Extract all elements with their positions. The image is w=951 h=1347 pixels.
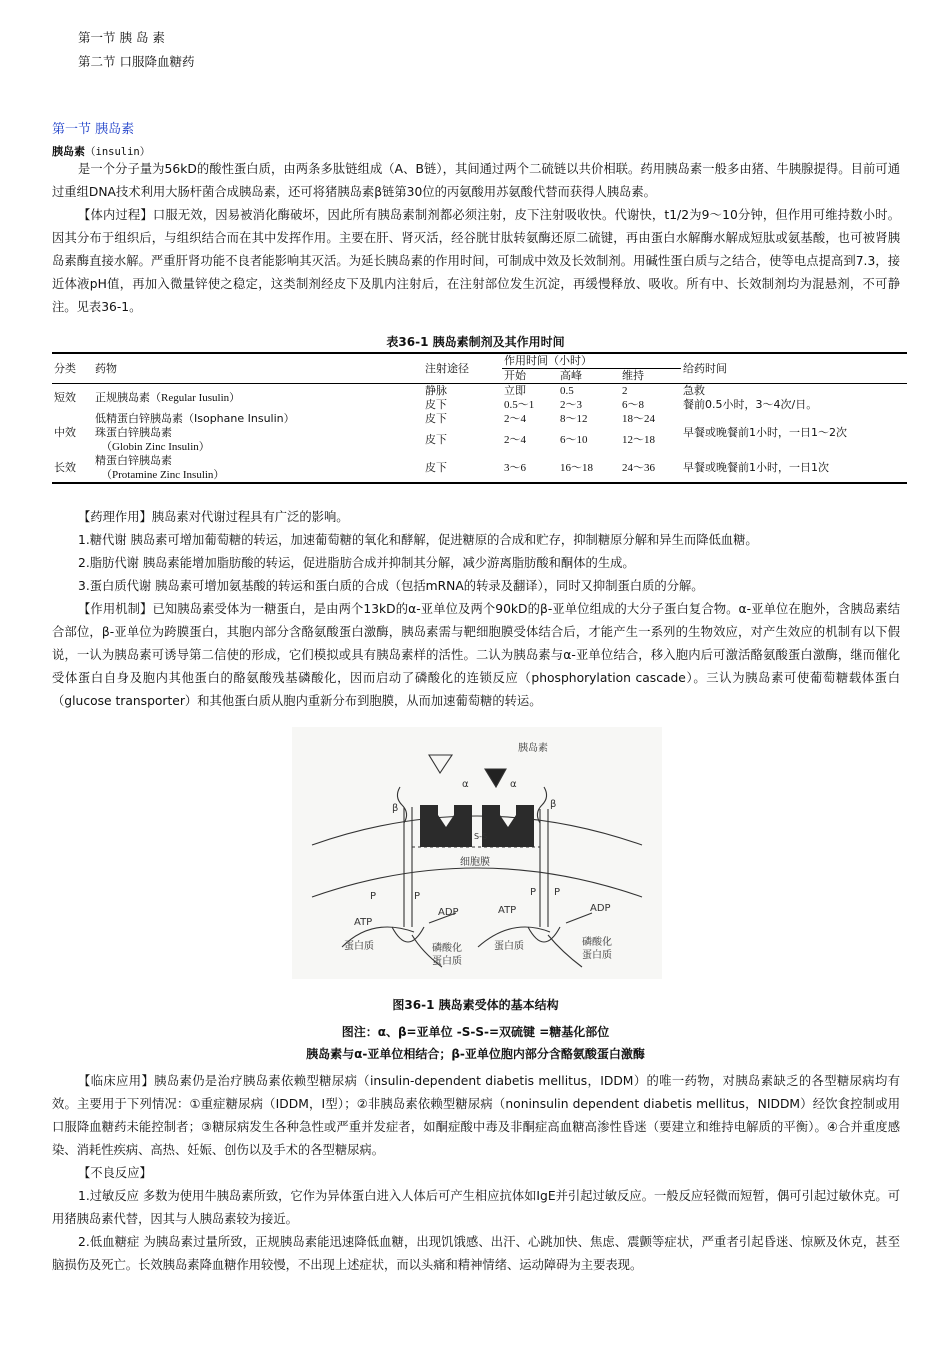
label-phos-right1: 磷酸化	[582, 937, 612, 948]
th-timing: 给药时间	[681, 353, 907, 384]
label-protein-right: 蛋白质	[494, 941, 524, 952]
label-alpha-right: α	[510, 779, 517, 790]
figure-note-1: 图注：α、β=亚单位 -S-S-=双硫键 =糖基化部位	[341, 1025, 610, 1039]
label-protein-left: 蛋白质	[344, 941, 374, 952]
receptor-diagram	[292, 727, 662, 979]
pharmacokinetics-paragraph: 【体内过程】口服无效，因易被消化酶破坏，因此所有胰岛素制剂都必须注射，皮下注射吸收快。代谢快，t1/2为9～10分钟，但作用可维持数小时。因其分布于组织后，与组织结合而在其中发挥作用。主要在肝、肾灭活，经谷胱甘肽转氨酶还原二硫键，再由蛋白水解酶水解成短肽或氨基酸，也可被肾胰岛素酶直接水解。严重肝肾功能不良者能影响其灭活。为延长胰岛素的作用时间，可制成中效及长效制剂。用碱性蛋白质与之结合，使等电点提高到7.3，接近体液pH值，再加入微量锌使之稳定，这类制剂经皮下及肌内注射后，在注射部位发生沉淀，再缓慢释放、吸收。所有中、长效制剂均为混悬剂，不可静注。见表36-1。	[52, 208, 900, 314]
mechanism-paragraph: 【作用机制】已知胰岛素受体为一糖蛋白，是由两个13kD的α-亚单位及两个90kD的β-亚单位组成的大分子蛋白复合物。α-亚单位在胞外，含胰岛素结合部位，β-亚单位为跨膜蛋白，其胞内部分含酪氨酸蛋白激酶，胰岛素需与靶细胞膜受体结合后，才能产生一系列的生物效应，对产生效应的机制有以下假说，一认为胰岛素可诱导第二信使的形成，它们模拟或具有胰岛素样的活性。二认为胰岛素与α-亚单位结合，移入胞内后可激活酪氨酸蛋白激酶，继而催化受体蛋白自身及胞内其他蛋白的酪氨酸残基磷酸化，因而启动了磷酸化的连锁反应（phosphorylation cascade）。三认为胰岛素可使葡萄糖载体蛋白（glucose transporter）和其他蛋白质从胞内重新分布到胞膜，从而加速葡萄糖的转运。	[52, 602, 900, 708]
term-cn: 胰岛素	[52, 145, 85, 158]
alpha-subunit-left	[420, 805, 472, 847]
adverse-hypoglycemia: 2.低血糖症 为胰岛素过量所致，正规胰岛素能迅速降低血糖，出现饥饿感、出汗、心跳加快、焦虑、震颤等症状，严重者引起昏迷、惊厥及休克，甚至脑损伤及死亡。长效胰岛素降血糖作用较慢，不出现上述症状，而以头痛和精神情绪、运动障碍为主要表现。	[52, 1235, 900, 1272]
th-drug: 药物	[93, 353, 423, 384]
label-membrane: 细胞膜	[460, 857, 490, 868]
th-duration: 作用时间（小时）	[502, 353, 681, 369]
th-onset: 开始	[504, 369, 526, 382]
term-en: （insulin）	[85, 146, 151, 158]
table-title: 表36-1 胰岛素制剂及其作用时间	[386, 335, 565, 349]
alpha-subunit-right	[482, 805, 534, 847]
label-adp-right: ADP	[590, 903, 611, 914]
clinical-block	[52, 1070, 900, 1277]
label-p-left2: P	[414, 891, 421, 902]
label-insulin: 胰岛素	[518, 743, 548, 754]
label-p-left1: P	[370, 891, 377, 902]
pharmacology-block	[52, 506, 900, 713]
th-maintain: 维持	[622, 369, 644, 382]
label-beta-right: β	[550, 799, 557, 810]
label-ss: S-S	[474, 832, 488, 841]
toc-item-oral-drugs[interactable]: 第二节 口服降血糖药	[78, 54, 195, 69]
intro-paragraph: 是一个分子量为56kD的酸性蛋白质，由两条多肽链组成（A、B链），其间通过两个二硫链以共价相联。药用胰岛素一般多由猪、牛胰腺提得。目前可通过重组DNA技术利用大肠杆菌合成胰岛素，还可将猪胰岛素β链第30位的丙氨酸用苏氨酸代替而获得人胰岛素。	[52, 162, 900, 199]
label-p-right1: P	[530, 887, 537, 898]
th-route: 注射途径	[423, 353, 502, 384]
table-row: 珠蛋白锌胰岛素 （Globin Zinc Insulin） 皮下 2～4 6～10 12～18	[95, 426, 655, 453]
label-alpha-left: α	[462, 779, 469, 790]
toc-item-insulin[interactable]: 第一节 胰 岛 素	[78, 30, 165, 45]
fat-metabolism: 2.脂肪代谢 胰岛素能增加脂肪酸的转运，促进脂肪合成并抑制其分解，减少游离脂肪酸和酮体的生成。	[78, 556, 635, 570]
th-peak: 高峰	[560, 369, 582, 382]
figure-note-2: 胰岛素与α-亚单位相结合；β-亚单位胞内部分含酪氨酸蛋白激酶	[306, 1047, 645, 1061]
pharmacology-heading: 【药理作用】胰岛素对代谢过程具有广泛的影响。	[78, 510, 349, 524]
figure-caption: 图36-1 胰岛素受体的基本结构	[392, 998, 559, 1012]
section-title: 第一节 胰岛素	[52, 122, 135, 137]
label-atp-left: ATP	[354, 917, 373, 928]
label-phos-left1: 磷酸化	[432, 943, 462, 954]
term-heading	[52, 143, 150, 159]
adverse-heading: 【不良反应】	[78, 1166, 152, 1180]
glucose-metabolism: 1.糖代谢 胰岛素可增加葡萄糖的转运，加速葡萄糖的氧化和酵解，促进糖原的合成和贮存，抑制糖原分解和异生而降低血糖。	[78, 533, 758, 547]
intro-block	[52, 158, 900, 319]
table-row: 皮下 0.5～1 2～3 6～8 餐前0.5小时，3～4次/日。	[425, 398, 818, 411]
label-beta-left: β	[392, 803, 399, 814]
th-category: 分类	[52, 353, 93, 384]
label-adp-left: ADP	[438, 907, 459, 918]
adverse-allergy: 1.过敏反应 多数为使用牛胰岛素所致，它作为异体蛋白进入人体后可产生相应抗体如IgE并引起过敏反应。一般反应轻微而短暂，偶可引起过敏休克。可用猪胰岛素代替，因其与人胰岛素较为接近。	[52, 1189, 900, 1226]
label-phos-left2: 蛋白质	[432, 956, 462, 967]
label-p-right2: P	[554, 887, 561, 898]
protein-metabolism: 3.蛋白质代谢 胰岛素可增加氨基酸的转运和蛋白质的合成（包括mRNA的转录及翻译），同时又抑制蛋白质的分解。	[78, 579, 704, 593]
receptor-figure	[292, 727, 662, 979]
table-row: 短效 正规胰岛素（Regular Iusulin） 静脉 立即 0.5 2 急救	[54, 384, 705, 404]
label-phos-right2: 蛋白质	[582, 950, 612, 961]
table-row: 长效 精蛋白锌胰岛素 （Protamine Zinc Insulin） 皮下 3～6 16～18 24～36 早餐或晚餐前1小时，一日1次	[52, 454, 907, 483]
insulin-table	[52, 352, 907, 484]
clinical-paragraph: 【临床应用】胰岛素仍是治疗胰岛素依赖型糖尿病（insulin-dependent diabetis mellitus，IDDM）的唯一药物，对胰岛素缺乏的各型糖尿病均有效。主要用于下列情况：①重症糖尿病（IDDM，I型）；②非胰岛素依赖型糖尿病（noninsulin dependent diabetis mellitus，NIDDM）经饮食控制或用口服降血糖药未能控制者；③糖尿病发生各种急性或严重并发症者，如酮症酸中毒及非酮症高血糖高渗性昏迷（要建立和维持电解质的平衡）。④合并重度感染、消耗性疾病、高热、妊娠、创伤以及手术的各型糖尿病。	[52, 1074, 900, 1157]
table-of-contents	[78, 26, 194, 74]
label-atp-right: ATP	[498, 905, 517, 916]
table-row: 中效 低精蛋白锌胰岛素（Isophane Insulin） 皮下 2～4 8～12 18～24 早餐或晚餐前1小时，一日1～2次	[54, 412, 847, 439]
